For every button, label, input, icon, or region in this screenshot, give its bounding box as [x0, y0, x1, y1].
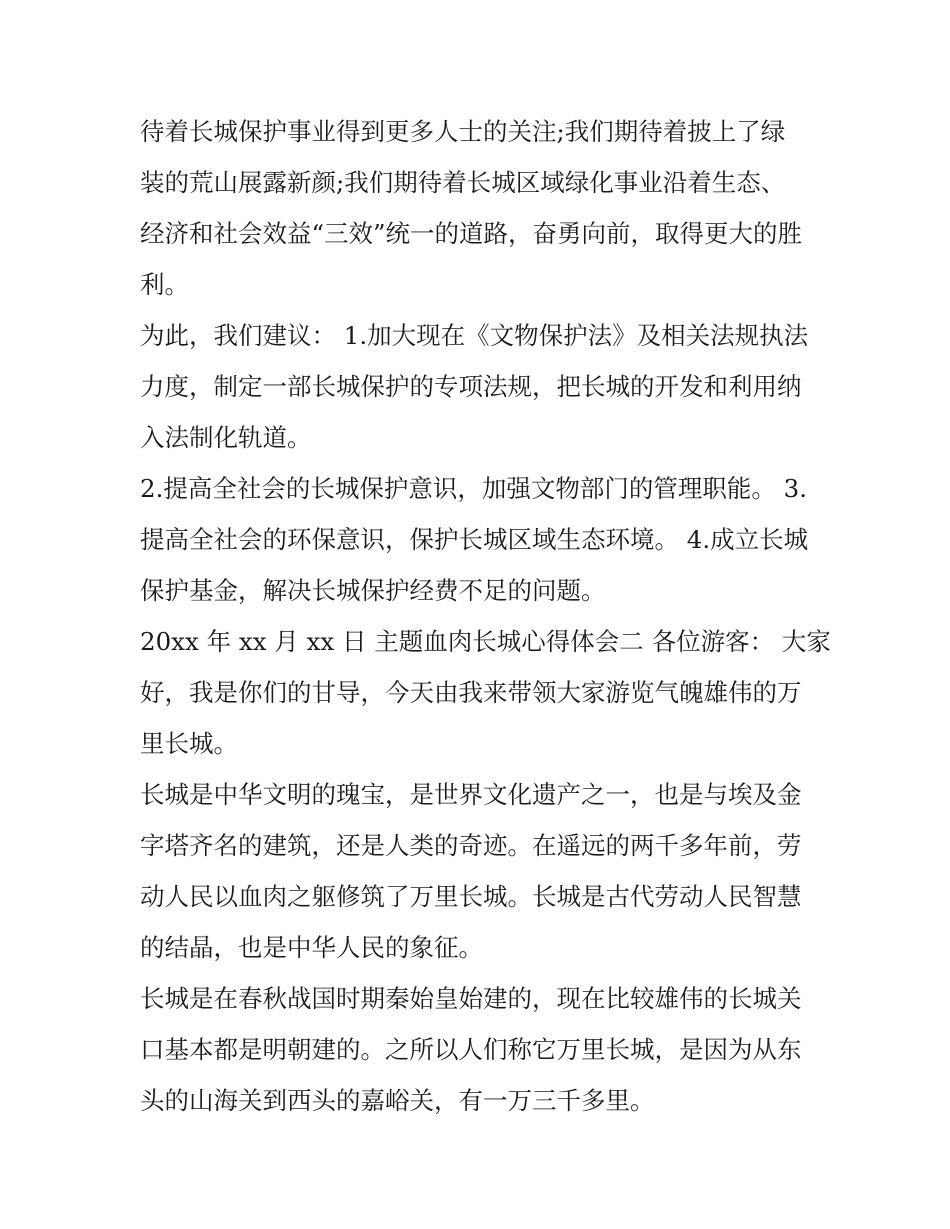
text-line: 头的山海关到西头的嘉峪关，有一万三千多里。 [140, 1086, 655, 1115]
text-line: 为此，我们建议： 1.加大现在《文物保护法》及相关法规执法 [140, 321, 809, 350]
document-page [140, 106, 831, 1126]
text-line: 长城是在春秋战国时期秦始皇始建的，现在比较雄伟的长城关 [140, 984, 802, 1013]
paragraph-3 [140, 463, 816, 616]
text-line: 长城是中华文明的瑰宝，是世界文化遗产之一，也是与埃及金 [140, 780, 802, 809]
paragraph-2 [140, 310, 816, 463]
paragraph-1 [140, 106, 816, 310]
text-line: 2.提高全社会的长城保护意识，加强文物部门的管理职能。 3. [140, 474, 808, 503]
text-line: 里长城。 [140, 729, 238, 758]
text-line: 利。 [140, 270, 189, 299]
text-line: 好，我是你们的甘导，今天由我来带领大家游览气魄雄伟的万 [140, 678, 802, 707]
text-line: 待着长城保护事业得到更多人士的关注;我们期待着披上了绿 [140, 117, 786, 146]
text-line: 口基本都是明朝建的。之所以人们称它万里长城，是因为从东 [140, 1035, 802, 1064]
text-line: 动人民以血肉之躯修筑了万里长城。长城是古代劳动人民智慧 [140, 882, 802, 911]
text-line: 字塔齐名的建筑，还是人类的奇迹。在遥远的两千多年前，劳 [140, 831, 802, 860]
text-line: 经济和社会效益“三效”统一的道路，奋勇向前，取得更大的胜 [140, 219, 803, 248]
paragraph-6 [140, 973, 816, 1126]
paragraph-4 [140, 616, 831, 769]
text-line: 保护基金，解决长城保护经费不足的问题。 [140, 576, 606, 605]
text-line: 20xx 年 xx 月 xx 日 主题血肉长城心得体会二 各位游客： 大家 [140, 627, 831, 656]
text-line: 装的荒山展露新颜;我们期待着长城区域绿化事业沿着生态、 [140, 168, 786, 197]
paragraph-5 [140, 769, 816, 973]
text-line: 提高全社会的环保意识，保护长城区域生态环境。 4.成立长城 [140, 525, 809, 554]
text-line: 的结晶，也是中华人民的象征。 [140, 933, 483, 962]
text-line: 力度，制定一部长城保护的专项法规，把长城的开发和利用纳 [140, 372, 802, 401]
text-line: 入法制化轨道。 [140, 423, 312, 452]
